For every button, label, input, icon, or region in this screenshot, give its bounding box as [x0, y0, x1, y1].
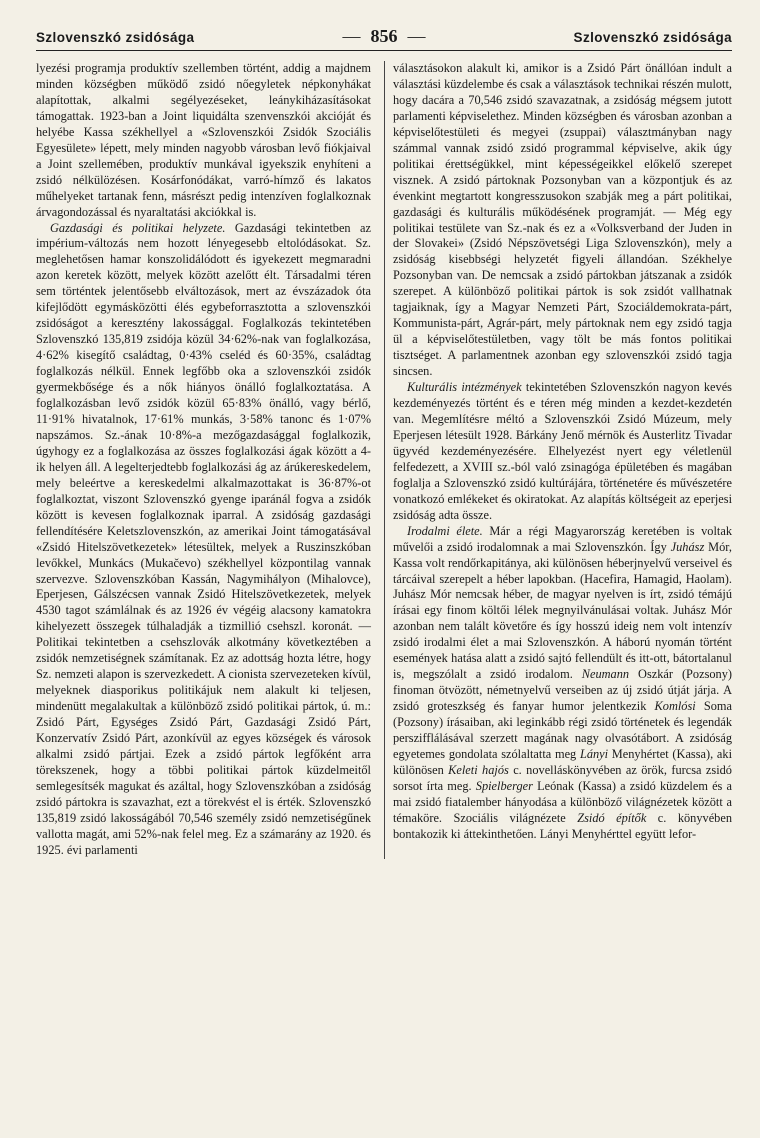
header-title-right: Szlovenszkó zsidósága [573, 30, 732, 45]
page-number-value: 856 [370, 26, 398, 46]
literary-text-h: c. könyvében bontakozik ki áttekinthetően. Lányi Menyhérttel együtt lefor- [393, 810, 732, 841]
literary-text-f: c. novelláskönyvében az örök, furcsa zsidó sorsot írta meg. [393, 762, 732, 793]
author-name-neumann: Neumann [581, 667, 630, 682]
paragraph-literary [393, 524, 732, 843]
author-name-spielberger: Spielberger [475, 778, 533, 793]
literary-text-a: Már a régi Magyarország keretében is voltak művelői a zsidó irodalomnak a mai Szlovenszkón. Így [393, 523, 732, 554]
section-heading-literary: Irodalmi élete. [407, 523, 483, 538]
paragraph-economic-text: Gazdasági tekintetben az impérium-változás nem hozott lényegesebb eltolódásokat. Sz. meglehetősen hamar konszolidálódott és igyekezett megmaradni azon keretek között, melyek között azelőtt élt. Társadalmi téren sem történtek jelentősebb elváltozások, mert az évszázadok óta kifejlődött egymásközötti élés egybeforrasztotta a szlovenszkói zsidóságot a keresztény lakossággal. Foglalkozás tekintetében Szlovenszkó 135,819 zsidója közül 34·62%-nak van foglalkozása, 4·62% kisegítő családtag, 0·43% cseléd és 60·35%, családtag foglalkozás nélkül. Ennek legfőbb oka a szlovenszkói zsidók gyermekbősége és a nők hiányos önálló foglalkoztatása. A foglalkozásban levő zsidók közül 65·83% önálló, vagy bérlő, 11·91% hivatalnok, 17·61% munkás, 3·58% tanonc és 1·07% napszámos. Sz.-ának 10·8%-a mezőgazdasággal foglalkozik, úgyhogy ez a foglalkozása az összes foglalkozási ágak között a 4-ik helyen áll. A legelterjedtebb foglalkozási ág az árúkereskedelem, mely beleértve a kereskedelmi alkalmazottakat is 36·87%-ot foglalkoztat, viszont Szlovenszkó gyenge iparánál fogva a zsidók között is kevesen foglalkoznak iparral. A zsidóság gazdasági fellendítésére Keletszlovenszkón, az amerikai Joint támogatásával «Zsidó Hitelszövetkezetek» létesültek, melyek a Ruszinszkóban levőkkel, Munkács (Mukačevo) székhellyel központilag vannak szervezve. Szlovenszkóban Kassán, Nagymihályon (Mihalovce), Eperjesen, Gálszécsen vannak Zsidó Hitelszövetkezetek, melyek 4530 tagot számlálnak és az 1926 év végéig alacsony kamatokra kihelyezett összegek túlhaladják a tizmillió csehszl. koronát. — Politikai tekintetben a csehszlovák alkotmány következtében a zsidók nemzetiségnek számítanak. Ez az adottság hozta létre, hogy Sz. nemzeti alapon is szervezkedett. A cionista szervezeteken kívül, melyeknek diasporikus politikájuk nem alakult ki teljesen, mindenütt megalakultak a különböző zsidó politikai pártok, ú. m.: Zsidó Párt, Egységes Zsidó Párt, Gazdasági Zsidó Párt, Konzervatív Zsidó Párt, azonkívül az egyes községek és városok alkalmi zsidó pártjai. Ezek a zsidó pártok legfőként arra törekszenek, hogy a többi politikai pártok küzdelmeitől semlegesítsék magukat és azáltal, hogy Szlovenszkóban a zsidóság zsidó pártokra is szavazhat, ezt a törekvést el is érték. Szlovenszkó 135,819 zsidó lakosságából 70,546 személy zsidó nemzetiségűnek vallotta magát, ami 52%-nak felel meg. Ez a számarány az 1920. és 1925. évi parlamenti [36, 220, 372, 857]
page-number: — 856 — [342, 26, 426, 46]
section-heading-cultural: Kulturális intézmények [407, 380, 522, 395]
page [36, 26, 732, 1130]
paragraph-social-welfare: lyezési programja produktív szellemben történt, addig a majdnem minden községben működő zsidó nőegyletek népkonyhákat alapítottak, alkalmi segélyezéseket, leánykiházasításokat támogattak. 1923-ban a Joint liquidálta szenvenszkói akcióját és helyébe Kassa székhellyel a «Szlovenszkói Zsidók Szociális Egyesülete» lépett, mely minden nagyobb városban levő fiókjaival a Joint szellemében, produktív munkával igyekszik enyhíteni a zsidó nélkülözésen. Kosárfonódákat, varró-hímző és lakatos műhelyeket tartanak fenn, másrészt pedig intenzíven foglalkoznak árvagondozással és nyaraltatási akciókkal is. [36, 61, 371, 219]
right-column [384, 61, 732, 859]
paragraph-economic-political [36, 221, 371, 859]
literary-text-e: Menyhértet (Kassa), aki különösen [393, 746, 733, 777]
author-name-lanyi: Lányi [579, 746, 609, 761]
two-column-body [36, 61, 732, 859]
paragraph-cultural-text: tekintetében Szlovenszkón nagyon kevés kezdeményezés történt és e téren még minden a kezdet-kezdetén van. Megemlítésre méltó a Szlovenszkói Zsidó Múzeum, mely Eperjesen létesült 1928. Bárkány Jenő mérnök és Austerlitz Tivadar ügyvéd kezdeményezésére. Elhelyezést nyert egy véletlenül felfedezett, a XVIII sz.-ból való zsinagóga épületében és magában foglalja a Szlovenszkó zsidó kultúrájára, történetére és művészetére vonatkozó emlékeket és okiratokat. Az alapítás költségeit az eperjesi zsidóság adta össze. [393, 380, 732, 522]
work-title-keleti-hajos: Keleti hajós [448, 762, 509, 777]
author-name-komlosi: Komlósi [654, 699, 696, 714]
work-title-zsido-epitok: Zsidó építők [577, 810, 647, 825]
literary-text-b: Mór, Kassa volt rendőrkapitánya, aki különösen héberjnyelvű verseivel és tárcáival szerepelt a héber lapokban. (Hacefira, Hamagid, Haolam). Juhász Mór nemcsak héber, de magyar nyelven is írt, zsidó témájú írásai egy finom költői lélek megnyilvánulásai voltak. Juhász Mór azonban nem talált követőre és így hosszú ideig nem volt intenzív zsidó irodalmi élet a mai Szlovenszkón. A háború nyomán történt események hatása alatt a zsidó sajtó fellendült és itt-ott, bátortalanul is, megszólalt a zsidó irodalom. [393, 539, 732, 682]
literary-text-g: Leónak (Kassa) a zsidó küzdelem és a mai zsidó fiatalember hányodása a különböző világnézetek között a témaköre. Szociális világnézete [393, 778, 733, 825]
paragraph-cultural [393, 380, 732, 524]
paragraph-elections: választásokon alakult ki, amikor is a Zsidó Párt önállóan indult a választási küzdelembe és csak a választások technikai részén mulott, hogy dacára a 70,546 zsidó szavazatnak, a zsidóság mégsem jutott parlamenti képviselethez. Minden községben és városban azonban a képviselőtestületi és megyei (zsuppai) választmányban nagy számmal vannak zsidó zsidó programmal képviselve, akik úgy politikai érettségükkel, mint képességeikkel előkelő szerepet visznek. A zsidó pártoknak Pozsonyban van a központjuk és az évenkint megtartott kongresszusokon szabják meg a párt politikai, gazdasági és kulturális működésének programját. — Még egy politikai testülete van Sz.-nak és ez a «Volksverband der Juden in der Slovakei» (Zsidó Népszövetségi Liga Szlovenszkón), mely a zsidóság kisebbségi helyzetét figyeli állandóan. Székhelye Pozsonyban van. De nemcsak a zsidó pártokban játszanak a zsidók szerepet. A különböző politikai pártok is sok zsidót vallhatnak tagjaiknak, így a Magyar Nemzeti Párt, Szociáldemokrata-párt, Kommunista-párt, Agrár-párt, mely pártoknak nem egy zsidó tagja ül a képviselőtestületben, vagy tölt be más fontos politikai tisztséget. A parlamentnek azonban egy szlovenszkói zsidó tagja sincsen. [393, 61, 732, 379]
literary-text-c: Oszkár (Pozsony) finoman ötvözött, németnyelvű verseiben az új zsidó útját járja. A zsidó groteszkség és fanyar humor jelentkezik [393, 667, 732, 714]
running-header [36, 26, 732, 51]
section-heading-economic: Gazdasági és politikai helyzete. [50, 220, 226, 235]
left-column [36, 61, 371, 859]
header-title-left: Szlovenszkó zsidósága [36, 30, 195, 45]
author-name-juhasz: Juhász [670, 539, 705, 554]
literary-text-d: Soma (Pozsony) írásaiban, aki leginkább régi zsidó történetek és legendák perszifflálásával szerzett magának nagy olvasótábort. A zsidóság egyetemes gondolata szólaltatta meg [393, 699, 732, 761]
